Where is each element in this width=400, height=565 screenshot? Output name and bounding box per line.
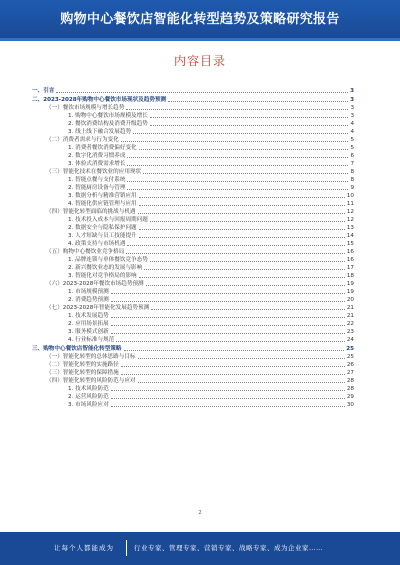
toc-leader-dots	[111, 397, 345, 399]
toc-entry-page: 20	[346, 297, 354, 303]
toc-entry-title: 2. 数字化消费习惯养成	[68, 153, 126, 159]
toc-entry-title: 3. 人才短缺与员工技能提升	[68, 233, 137, 239]
toc-entry-page: 21	[346, 313, 354, 319]
toc-entry-page: 25	[346, 354, 354, 360]
toc-entry-page: 15	[346, 241, 354, 247]
toc-entry-title: 2. 智能厨房设备与管理	[68, 185, 126, 191]
toc-entry-title: 1. 技术投入成本与回报周期问题	[68, 217, 148, 223]
toc-entry-page: 30	[346, 402, 354, 408]
toc-entry[interactable]	[32, 136, 354, 144]
toc-entry[interactable]	[32, 87, 354, 95]
toc-entry[interactable]	[32, 144, 354, 152]
toc-entry-title: 3. 智能化对竞争格局的影响	[68, 273, 137, 279]
header-divider	[0, 38, 400, 41]
toc-leader-dots	[150, 220, 345, 222]
toc-entry-page: 4	[350, 121, 354, 127]
toc-leader-dots	[116, 340, 345, 342]
toc-entry[interactable]	[32, 128, 354, 136]
toc-leader-dots	[126, 108, 348, 110]
toc-entry[interactable]	[32, 176, 354, 184]
toc-entry-title: 1. 技术发展趋势	[68, 313, 109, 319]
toc-entry[interactable]	[32, 264, 354, 272]
report-title: 购物中心餐饮店智能化转型趋势及策略研究报告	[60, 12, 340, 27]
table-of-contents	[32, 86, 354, 409]
toc-entry-title: 3. 线上线下融合发展趋势	[68, 129, 132, 135]
toc-entry-title: 4. 政策支持与市场机遇	[68, 241, 126, 247]
toc-entry-page: 23	[346, 329, 354, 335]
toc-leader-dots	[124, 349, 345, 351]
toc-entry-page: 24	[346, 337, 354, 343]
toc-entry-title: 3. 体验式消费需求增长	[68, 161, 126, 167]
toc-entry-page: 16	[346, 249, 354, 255]
toc-leader-dots	[139, 276, 345, 278]
toc-entry-page: 28	[346, 386, 354, 392]
toc-leader-dots	[151, 308, 345, 310]
toc-entry-page: 14	[346, 233, 354, 239]
toc-entry-page: 27	[346, 370, 354, 376]
toc-entry[interactable]	[32, 296, 354, 304]
toc-entry-title: （三）智能化技术在餐饮业的应用现状	[46, 169, 142, 175]
toc-leader-dots	[139, 196, 345, 198]
toc-leader-dots	[139, 236, 345, 238]
toc-entry-page: 9	[350, 185, 354, 191]
toc-leader-dots	[138, 357, 345, 359]
toc-entry-page: 13	[346, 225, 354, 231]
toc-entry-title: 1. 购物中心餐饮市场规模及增长	[68, 113, 148, 119]
toc-entry-title: （一）智能化转型的总体思路与目标	[46, 354, 136, 360]
toc-entry-title: （三）智能化转型的保障措施	[46, 370, 119, 376]
toc-entry-title: （二）消费者需求与行为变化	[46, 137, 119, 143]
toc-entry-page: 22	[346, 321, 354, 327]
toc-entry-page: 17	[346, 265, 354, 271]
toc-leader-dots	[127, 180, 348, 182]
toc-entry-page: 21	[346, 305, 354, 311]
toc-entry-title: （四）智能化转型的风险防范与应对	[46, 378, 136, 384]
toc-entry-page: 29	[346, 394, 354, 400]
toc-entry-page: 12	[346, 209, 354, 215]
toc-entry-page: 8	[350, 177, 354, 183]
toc-entry[interactable]	[32, 280, 354, 288]
toc-entry[interactable]	[32, 232, 354, 240]
toc-leader-dots	[56, 91, 348, 93]
toc-leader-dots	[111, 405, 345, 407]
toc-entry-page: 18	[346, 273, 354, 279]
toc-entry-page: 5	[350, 145, 354, 151]
toc-leader-dots	[111, 332, 345, 334]
toc-entry-title: （六）2023-2028年餐饮市场趋势预测	[46, 281, 144, 287]
toc-entry-title: 2. 应用场景拓展	[68, 321, 109, 327]
toc-entry-title: 2. 餐饮消费结构及消费升级趋势	[68, 121, 148, 127]
toc-entry-title: 4. 行业标准与规范	[68, 337, 115, 343]
toc-leader-dots	[150, 124, 349, 126]
toc-leader-dots	[133, 132, 348, 134]
toc-entry[interactable]	[32, 96, 354, 104]
toc-entry-title: 1. 市场规模预测	[68, 289, 109, 295]
toc-entry-title: 1. 技术风险防范	[68, 386, 109, 392]
toc-leader-dots	[143, 172, 348, 174]
toc-entry-page: 16	[346, 257, 354, 263]
toc-entry-page: 6	[350, 153, 354, 159]
toc-entry[interactable]	[32, 361, 354, 369]
toc-heading: 内容目录	[173, 54, 226, 68]
toc-entry-title: 1. 消费者餐饮消费偏好变化	[68, 145, 137, 151]
toc-leader-dots	[146, 284, 345, 286]
toc-entry[interactable]	[32, 256, 354, 264]
toc-leader-dots	[127, 156, 348, 158]
toc-entry[interactable]	[32, 288, 354, 296]
toc-leader-dots	[111, 316, 345, 318]
toc-leader-dots	[168, 100, 348, 102]
toc-leader-dots	[144, 268, 345, 270]
toc-leader-dots	[150, 260, 345, 262]
toc-entry-page: 4	[350, 129, 354, 135]
toc-entry-title: 三、购物中心餐饮店智能化转型策略	[32, 346, 122, 352]
toc-entry-page: 26	[346, 362, 354, 368]
toc-entry-page: 5	[350, 137, 354, 143]
toc-entry-page: 10	[346, 193, 354, 199]
toc-entry[interactable]	[32, 272, 354, 280]
toc-leader-dots	[121, 365, 345, 367]
toc-entry-page: 11	[346, 201, 354, 207]
toc-leader-dots	[111, 300, 345, 302]
footer-slogan: 让每个人都能成为	[54, 544, 114, 552]
toc-leader-dots	[111, 292, 345, 294]
toc-entry[interactable]	[32, 112, 354, 120]
toc-entry-page: 19	[346, 281, 354, 287]
toc-entry[interactable]	[32, 393, 354, 401]
toc-entry[interactable]	[32, 240, 354, 248]
toc-entry-title: 1. 智能点餐与支付系统	[68, 177, 126, 183]
toc-entry-page: 8	[350, 169, 354, 175]
toc-leader-dots	[121, 373, 345, 375]
toc-entry-page: 25	[346, 346, 354, 352]
toc-entry-title: 一、引言	[32, 88, 55, 94]
toc-entry[interactable]	[32, 160, 354, 168]
toc-entry-page: 3	[350, 97, 354, 103]
toc-leader-dots	[121, 140, 349, 142]
footer-separator	[126, 540, 127, 556]
toc-entry-page: 3	[350, 88, 354, 94]
toc-entry-title: 3. 数据分析与精准营销应用	[68, 193, 137, 199]
toc-leader-dots	[138, 381, 345, 383]
toc-leader-dots	[111, 324, 345, 326]
toc-leader-dots	[127, 164, 348, 166]
toc-entry-title: （七）2023-2028年智能化发展趋势预测	[46, 305, 150, 311]
toc-leader-dots	[139, 148, 349, 150]
toc-entry[interactable]	[32, 104, 354, 112]
toc-entry[interactable]	[32, 328, 354, 336]
toc-entry-title: 二、2023-2028年购物中心餐饮市场现状及趋势预测	[32, 97, 167, 103]
toc-entry[interactable]	[32, 184, 354, 192]
toc-leader-dots	[138, 212, 345, 214]
toc-entry[interactable]	[32, 192, 354, 200]
toc-leader-dots	[127, 244, 344, 246]
toc-entry-title: 2. 消费趋势预测	[68, 297, 109, 303]
toc-entry[interactable]	[32, 152, 354, 160]
toc-leader-dots	[127, 188, 348, 190]
toc-leader-dots	[111, 389, 345, 391]
toc-entry-page: 7	[350, 161, 354, 167]
toc-leader-dots	[150, 116, 349, 118]
toc-leader-dots	[139, 228, 345, 230]
toc-entry-title: （一）餐饮市场规模与增长趋势	[46, 105, 125, 111]
toc-entry-title: 2. 数据安全与隐私保护问题	[68, 225, 137, 231]
toc-entry-title: （四）智能化转型面临的挑战与机遇	[46, 209, 136, 215]
toc-entry[interactable]	[32, 216, 354, 224]
toc-entry[interactable]	[32, 401, 354, 409]
toc-entry[interactable]	[32, 345, 354, 353]
toc-entry[interactable]	[32, 304, 354, 312]
toc-entry-title: 2. 新兴餐饮业态的发展与影响	[68, 265, 143, 271]
toc-entry[interactable]	[32, 224, 354, 232]
toc-entry-title: 4. 智能化供应链管理与应用	[68, 201, 137, 207]
toc-entry[interactable]	[32, 208, 354, 216]
toc-entry-page: 3	[350, 113, 354, 119]
toc-entry[interactable]	[32, 320, 354, 328]
toc-entry[interactable]	[32, 312, 354, 320]
toc-entry[interactable]	[32, 369, 354, 377]
toc-entry[interactable]	[32, 385, 354, 393]
toc-leader-dots	[126, 252, 345, 254]
report-header	[0, 0, 400, 38]
toc-entry-title: 3. 市场风险应对	[68, 402, 109, 408]
toc-entry-page: 19	[346, 289, 354, 295]
footer-tagline: 行业专家、管理专家、营销专家、战略专家、成为企业家……	[134, 544, 323, 552]
toc-entry-title: 3. 服务模式创新	[68, 329, 109, 335]
toc-entry-title: （二）智能化转型的实施路径	[46, 362, 119, 368]
toc-entry[interactable]	[32, 377, 354, 385]
toc-entry-page: 28	[346, 378, 354, 384]
toc-leader-dots	[139, 204, 345, 206]
toc-entry[interactable]	[32, 353, 354, 361]
toc-entry[interactable]	[32, 168, 354, 176]
page-number: 2	[198, 510, 202, 516]
toc-entry-title: 2. 运营风险防范	[68, 394, 109, 400]
toc-entry-title: （五）购物中心餐饮业竞争格局	[46, 249, 125, 255]
toc-entry-page: 3	[350, 105, 354, 111]
toc-entry[interactable]	[32, 336, 354, 344]
toc-entry-page: 12	[346, 217, 354, 223]
toc-entry[interactable]	[32, 120, 354, 128]
toc-entry[interactable]	[32, 248, 354, 256]
toc-entry[interactable]	[32, 200, 354, 208]
footer-banner	[0, 532, 400, 565]
toc-entry-title: 1. 品牌连锁与单体餐饮竞争态势	[68, 257, 148, 263]
